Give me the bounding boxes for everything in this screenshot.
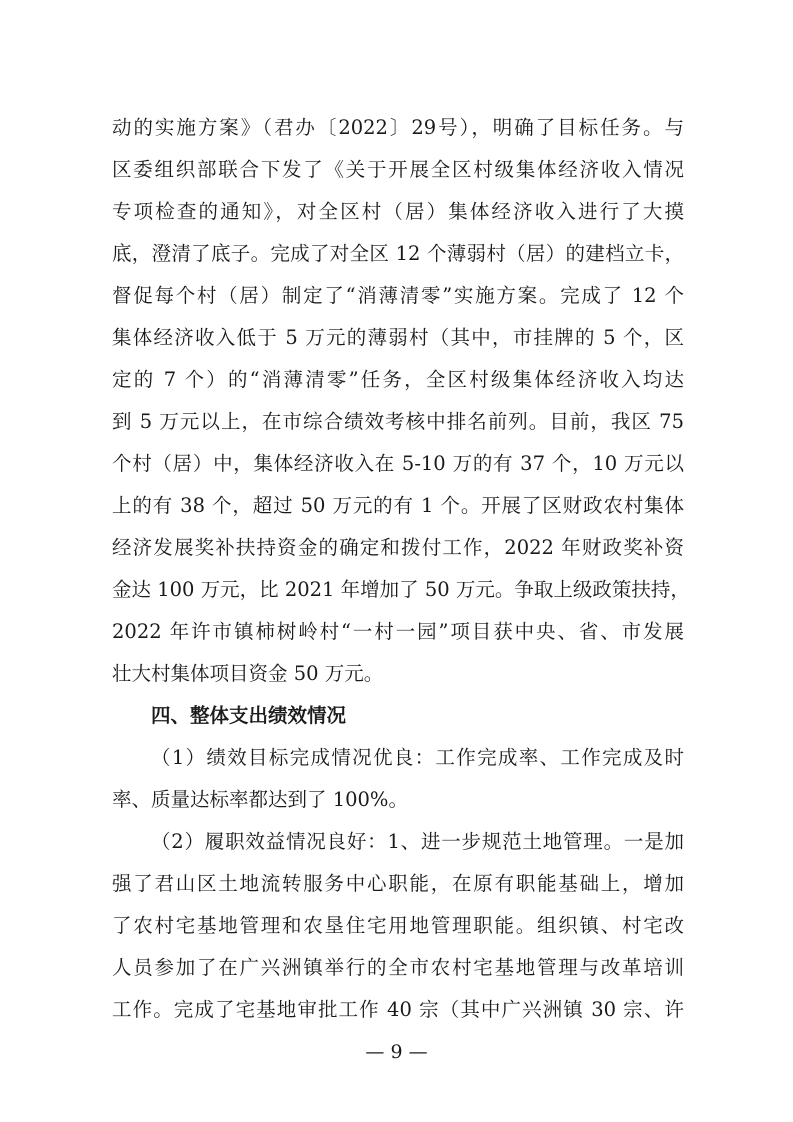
text-line: 专项检查的通知》，对全区村（居）集体经济收入进行了大摸	[112, 200, 684, 223]
page-number: — 9 —	[365, 1041, 428, 1063]
text-line: 人员参加了在广兴洲镇举行的全市农村宅基地管理与改革培训	[112, 956, 684, 979]
text-line: 到 5 万元以上，在市综合绩效考核中排名前列。目前，我区 75	[112, 410, 684, 433]
text-line: （1）绩效目标完成情况优良：工作完成率、工作完成及时	[151, 746, 684, 769]
text-line: 底，澄清了底子。完成了对全区 12 个薄弱村（居）的建档立卡，	[112, 242, 684, 265]
text-line: 集体经济收入低于 5 万元的薄弱村（其中，市挂牌的 5 个，区	[112, 326, 684, 349]
text-line: 督促每个村（居）制定了“消薄清零”实施方案。完成了 12 个	[112, 284, 684, 307]
text-line: 个村（居）中，集体经济收入在 5-10 万的有 37 个，10 万元以	[112, 452, 684, 475]
text-line: （2）履职效益情况良好：1、进一步规范土地管理。一是加	[151, 830, 684, 853]
text-line: 率、质量达标率都达到了 100%。	[112, 788, 408, 811]
text-line: 动的实施方案》（君办〔2022〕29号），明确了目标任务。与	[112, 116, 684, 139]
text-line: 经济发展奖补扶持资金的确定和拨付工作，2022 年财政奖补资	[112, 536, 684, 559]
text-line: 了农村宅基地管理和农垦住宅用地管理职能。组织镇、村宅改	[112, 914, 684, 937]
section-heading: 四、整体支出绩效情况	[151, 704, 347, 727]
text-line: 定的 7 个）的“消薄清零”任务，全区村级集体经济收入均达	[112, 368, 684, 391]
text-line: 区委组织部联合下发了《关于开展全区村级集体经济收入情况	[112, 158, 684, 181]
text-line: 上的有 38 个，超过 50 万元的有 1 个。开展了区财政农村集体	[112, 494, 684, 517]
text-line: 工作。完成了宅基地审批工作 40 宗（其中广兴洲镇 30 宗、许	[112, 998, 684, 1021]
text-line: 2022 年许市镇柿树岭村“一村一园”项目获中央、省、市发展	[112, 620, 684, 643]
text-line: 强了君山区土地流转服务中心职能，在原有职能基础上，增加	[112, 872, 684, 895]
text-line: 壮大村集体项目资金 50 万元。	[112, 662, 384, 685]
text-line: 金达 100 万元，比 2021 年增加了 50 万元。争取上级政策扶持，	[112, 578, 690, 601]
